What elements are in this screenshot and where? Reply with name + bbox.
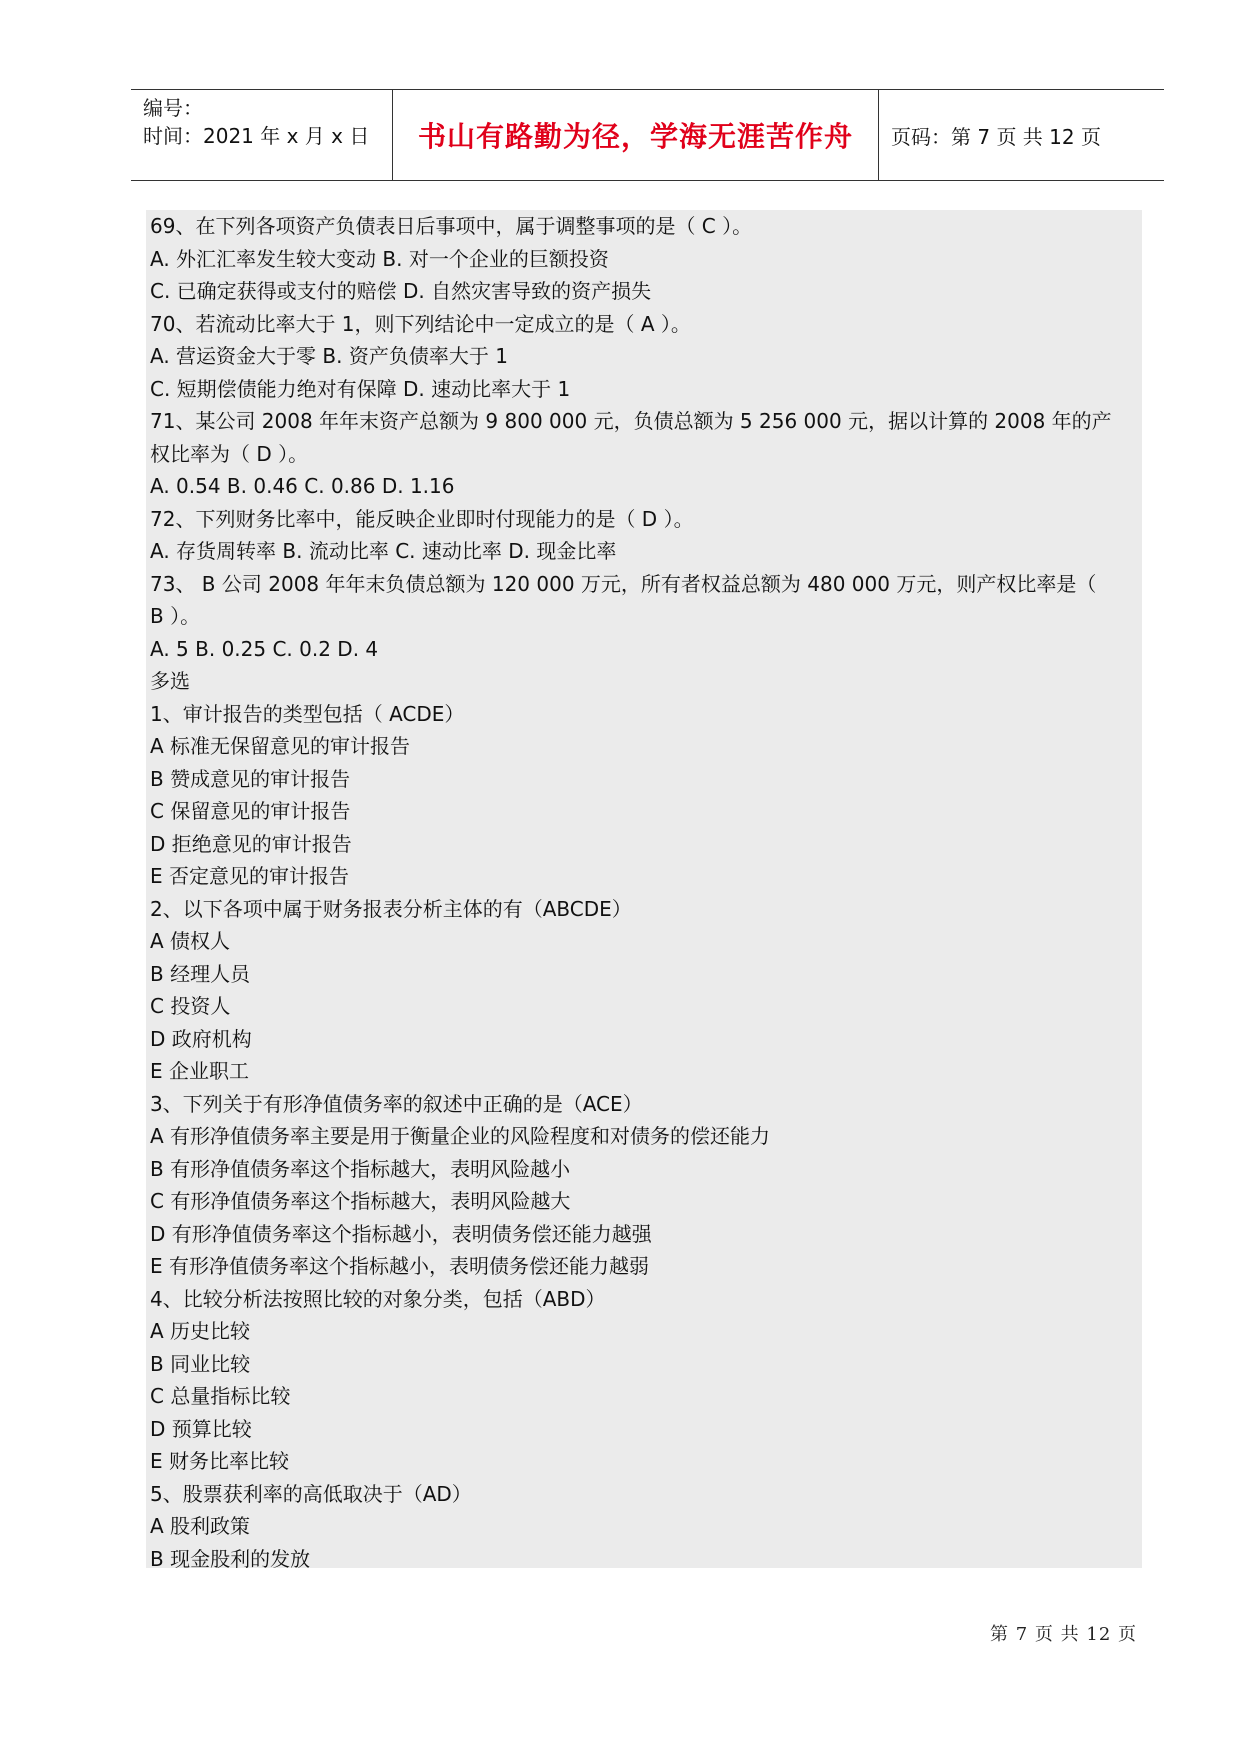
header-page-label: 页码：第 7 页 共 12 页 [891,124,1101,149]
content-line: D 政府机构 [150,1026,252,1051]
content-line: 多选 [150,669,190,693]
content-line: 权比率为（ D ）。 [150,441,309,466]
content-line: 73、 B 公司 2008 年年末负债总额为 120 000 万元，所有者权益总额为 480 000 万元，则产权比率是（ [150,571,1097,596]
content-line: B ）。 [150,604,201,628]
content-line: B 现金股利的发放 [150,1546,311,1571]
content-line: C 投资人 [150,994,231,1018]
content-line: E 财务比率比较 [150,1449,289,1473]
content-line: 4、比较分析法按照比较的对象分类，包括（ABD） [150,1286,606,1311]
content-line: E 企业职工 [150,1059,249,1083]
content-line: 5、股票获利率的高低取决于（AD） [150,1481,472,1506]
header-motto: 书山有路勤为径，学海无涯苦作舟 [393,90,879,180]
question-content [146,210,1142,1571]
content-line: 69、在下列各项资产负债表日后事项中，属于调整事项的是（ C ）。 [150,214,753,238]
header-number-label: 编号： [143,96,203,120]
content-line: A 股利政策 [150,1514,251,1538]
content-line: 72、下列财务比率中，能反映企业即时付现能力的是（ D ）。 [150,506,694,531]
content-line: 3、下列关于有形净值债务率的叙述中正确的是（ACE） [150,1091,643,1116]
content-line: E 否定意见的审计报告 [150,864,349,888]
content-line: 70、若流动比率大于 1，则下列结论中一定成立的是（ A ）。 [150,311,691,336]
content-line: 2、以下各项中属于财务报表分析主体的有（ABCDE） [150,896,632,921]
content-line: A 债权人 [150,929,231,953]
page-header [131,89,1164,181]
content-line: A 标准无保留意见的审计报告 [150,734,411,758]
content-line: C. 短期偿债能力绝对有保障 D. 速动比率大于 1 [150,376,571,401]
content-line: E 有形净值债务率这个指标越小，表明债务偿还能力越弱 [150,1254,649,1278]
content-line: A. 0.54 B. 0.46 C. 0.86 D. 1.16 [150,474,455,498]
content-line: A. 5 B. 0.25 C. 0.2 D. 4 [150,636,379,661]
content-line: B 有形净值债务率这个指标越大，表明风险越小 [150,1156,571,1181]
content-line: B 经理人员 [150,961,251,986]
content-line: A. 存货周转率 B. 流动比率 C. 速动比率 D. 现金比率 [150,539,617,563]
content-line: D 预算比较 [150,1416,252,1441]
header-meta [131,90,393,180]
content-line: D 有形净值债务率这个指标越小，表明债务偿还能力越强 [150,1221,652,1246]
content-line: C 总量指标比较 [150,1384,291,1408]
page-footer: 第 7 页 共 12 页 [990,1624,1137,1645]
header-time-label: 时间：2021 年 x 月 x 日 [143,124,370,148]
content-line: D 拒绝意见的审计报告 [150,831,352,856]
content-line: 71、某公司 2008 年年末资产总额为 9 800 000 元，负债总额为 5 256 000 元，据以计算的 2008 年的产 [150,409,1112,433]
content-line: A 历史比较 [150,1319,251,1343]
content-line: 1、审计报告的类型包括（ ACDE） [150,701,465,726]
content-line: A. 营运资金大于零 B. 资产负债率大于 1 [150,344,508,368]
content-line: B 同业比较 [150,1351,251,1376]
content-line: C 保留意见的审计报告 [150,799,351,823]
content-line: A. 外汇汇率发生较大变动 B. 对一个企业的巨额投资 [150,246,609,271]
content-line: B 赞成意见的审计报告 [150,766,351,791]
content-line: C 有形净值债务率这个指标越大，表明风险越大 [150,1189,571,1213]
content-line: C. 已确定获得或支付的赔偿 D. 自然灾害导致的资产损失 [150,279,652,303]
content-line: A 有形净值债务率主要是用于衡量企业的风险程度和对债务的偿还能力 [150,1124,771,1148]
